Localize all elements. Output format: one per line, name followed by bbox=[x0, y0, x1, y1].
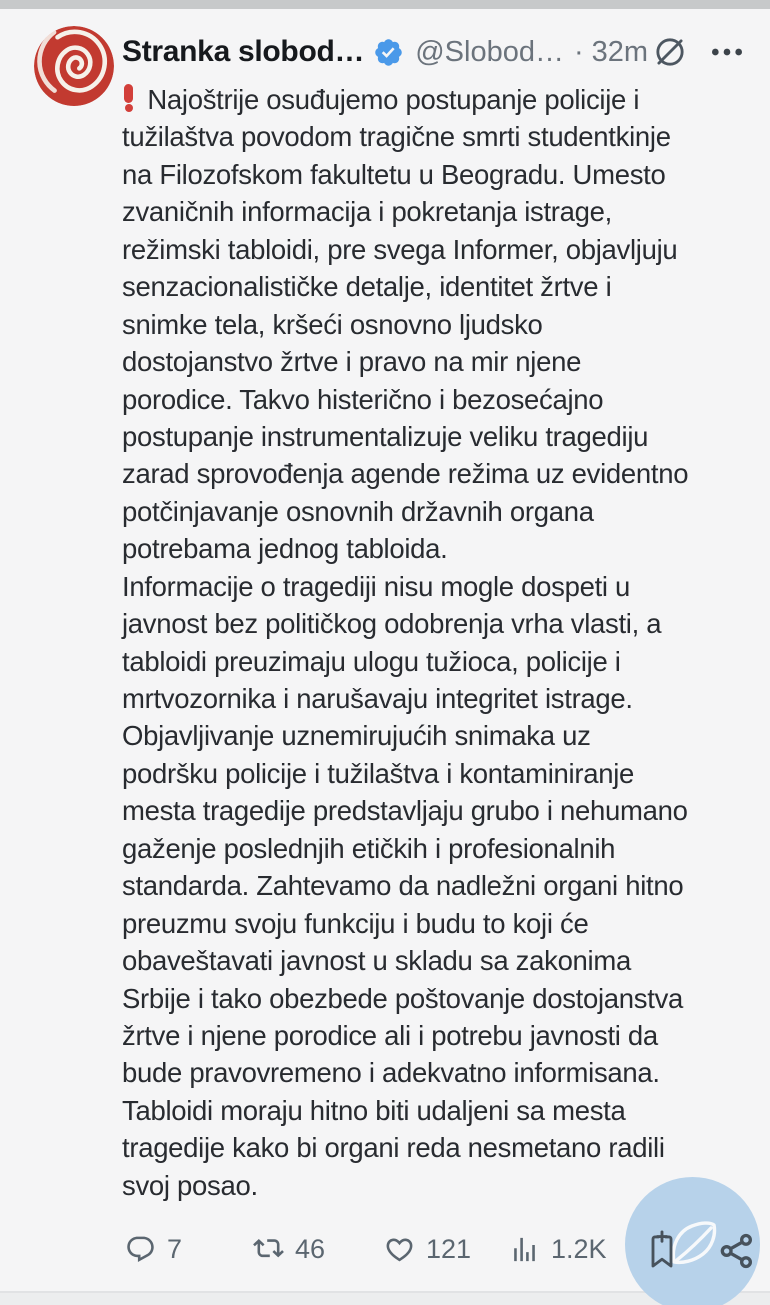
views-count: 1.2K bbox=[551, 1233, 607, 1264]
verified-badge-icon bbox=[373, 37, 404, 68]
tweet-text-line: zvaničnih informacija i pokretanja istrage, bbox=[122, 196, 612, 228]
tweet-text-line: podršku policije i tužilaštva i kontaminiranje bbox=[122, 757, 635, 789]
tweet-text-line: obaveštavati javnost u skladu sa zakonima bbox=[122, 945, 631, 977]
grok-button[interactable] bbox=[650, 32, 690, 72]
exclamation-emoji-icon bbox=[122, 83, 135, 113]
avatar[interactable] bbox=[34, 26, 114, 106]
views-button[interactable] bbox=[509, 1226, 607, 1272]
tweet-text bbox=[122, 81, 762, 1204]
tweet-text-line: mesta tragedije predstavljaju grubo i nehumano bbox=[122, 795, 688, 827]
tweet-text-line: tužilaštva povodom tragične smrti studentkinje bbox=[122, 121, 671, 153]
bookmark-button[interactable] bbox=[644, 1224, 680, 1272]
bookmark-add-icon bbox=[644, 1224, 680, 1272]
repost-icon bbox=[253, 1234, 284, 1265]
tweet-text-line: potrebama jednog tabloida. bbox=[122, 533, 448, 565]
views-icon bbox=[509, 1234, 540, 1265]
tweet-text-line: Objavljivanje uznemirujućih snimaka uz bbox=[122, 720, 591, 752]
user-handle[interactable]: @Slobod… bbox=[415, 35, 564, 68]
reply-icon bbox=[125, 1234, 156, 1265]
tweet-text-line: na Filozofskom fakultetu u Beogradu. Umesto bbox=[122, 158, 666, 190]
top-edge-strip bbox=[0, 0, 770, 9]
like-button[interactable] bbox=[384, 1226, 471, 1272]
tweet-text-line: Srbije i tako obezbede poštovanje dostojanstva bbox=[122, 982, 684, 1014]
more-button[interactable] bbox=[706, 32, 748, 72]
tweet-text-line: preuzmu svoju funkciju i budu to koji će bbox=[122, 907, 589, 939]
tweet-text-line: mrtvozornika i narušavaju integritet istrage. bbox=[122, 683, 633, 714]
repost-button[interactable] bbox=[253, 1226, 325, 1272]
display-name[interactable]: Stranka slobod… bbox=[122, 35, 365, 68]
tweet-text-line: zarad sprovođenja agende režima uz evidentno bbox=[122, 458, 689, 490]
tweet-text-line: žrtve i njene porodice ali i potrebu javnosti da bbox=[122, 1019, 658, 1051]
tweet-text-line: Najoštrije osuđujemo postupanje policije i bbox=[122, 81, 762, 118]
reply-count: 7 bbox=[167, 1233, 183, 1264]
tweet-text-line: gaženje poslednjih etičkih i profesionalnih bbox=[122, 832, 616, 864]
timestamp[interactable]: 32m bbox=[591, 35, 649, 68]
tweet-text-line: standarda. Zahtevamo da nadležni organi hitno bbox=[122, 870, 684, 902]
like-count: 121 bbox=[426, 1233, 472, 1264]
header-dot-separator: · bbox=[573, 35, 584, 68]
tweet-text-line: postupanje instrumentalizuje veliku tragediju bbox=[122, 420, 649, 452]
grok-icon bbox=[652, 34, 688, 70]
tweet-text-line: senzacionalističke detalje, identitet žrtve i bbox=[122, 271, 612, 303]
tweet-text-line: Informacije o tragediji nisu mogle dospeti u bbox=[122, 570, 631, 602]
tweet-text-line: tabloidi preuzimaju ulogu tužioca, policije i bbox=[122, 645, 621, 677]
tweet-text-line: tragedije kako bi organi reda nesmetano radili bbox=[122, 1132, 665, 1164]
tweet-text-line: snimke tela, kršeći osnovno ljudsko bbox=[122, 308, 543, 340]
repost-count: 46 bbox=[295, 1233, 326, 1264]
tweet-text-line: svoj posao. bbox=[122, 1169, 258, 1201]
tweet-text-line: porodice. Takvo histerično i bezosećajno bbox=[122, 383, 604, 415]
tweet-text-line: režimski tabloidi, pre svega Informer, objavljuju bbox=[122, 233, 678, 265]
tweet-text-line: bude pravovremeno i adekvatno informisana. bbox=[122, 1057, 660, 1089]
tweet-text-line: potčinjavanje osnovnih državnih organa bbox=[122, 495, 594, 527]
more-icon bbox=[707, 32, 747, 72]
share-icon bbox=[717, 1231, 757, 1271]
like-icon bbox=[384, 1234, 415, 1265]
reply-button[interactable] bbox=[125, 1226, 182, 1272]
tweet-header bbox=[122, 31, 748, 73]
tweet-text-line: Tabloidi moraju hitno biti udaljeni sa mesta bbox=[122, 1094, 626, 1126]
tweet-text-line: javnost bez političkog odobrenja vrha vlasti, a bbox=[122, 608, 662, 640]
share-button[interactable] bbox=[717, 1231, 757, 1271]
tweet-text-line: dostojanstvo žrtve i pravo na mir njene bbox=[122, 346, 582, 378]
